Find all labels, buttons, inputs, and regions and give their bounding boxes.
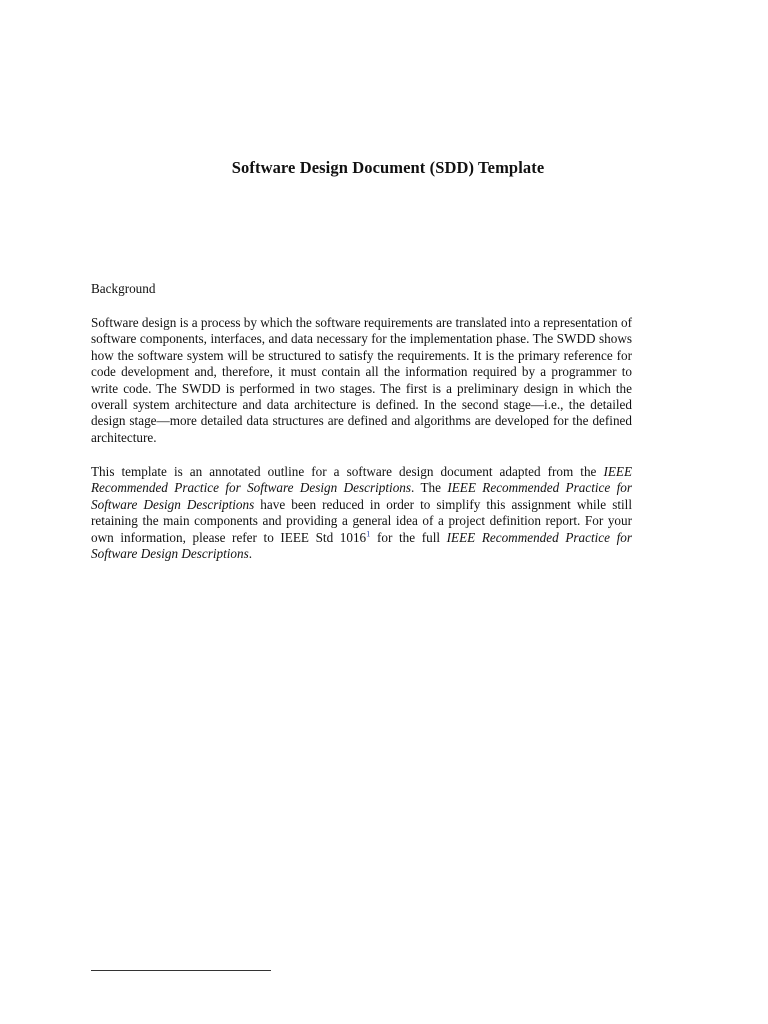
- section-heading-background: Background: [91, 281, 156, 296]
- footnote-reference[interactable]: 1: [366, 528, 371, 539]
- footnote-separator: [91, 970, 271, 971]
- italic-reference: IEEE Recommended Practice for Software Design Descriptions: [91, 480, 632, 512]
- italic-reference: IEEE Recommended Practice for Software Design Descriptions: [91, 529, 632, 562]
- paragraph-text: .: [248, 546, 253, 562]
- italic-reference: IEEE Recommended Practice for Software Design Descriptions: [91, 464, 632, 496]
- background-paragraph-1: Software design is a process by which the software requirements are translated into a representation of software components, interfaces, and data necessary for the implementation phase. The SWDD shows how the software system will be structured to satisfy the requirements. It is the primary reference for code development and, therefore, it must contain all the information required by a programmer to write code. The SWDD is performed in two stages. The first is a preliminary design in which the overall system architecture and data architecture is defined. In the second stage—i.e., the detailed design stage—more detailed data structures are defined and algorithms are developed for the defined architecture.: [91, 315, 632, 445]
- background-paragraph-2: [91, 464, 632, 562]
- paragraph-text: for the full: [370, 529, 447, 545]
- paragraph-text: This template is an annotated outline for a software design document adapted from the: [91, 464, 604, 479]
- paragraph-text: . The: [411, 480, 448, 496]
- document-title: Software Design Document (SDD) Template: [231, 158, 545, 177]
- paragraph-text: have been reduced in order to simplify this assignment while still retaining the main components and providing a general idea of a project definition report. For your own information, please refer to IEEE Std 1016: [91, 496, 632, 545]
